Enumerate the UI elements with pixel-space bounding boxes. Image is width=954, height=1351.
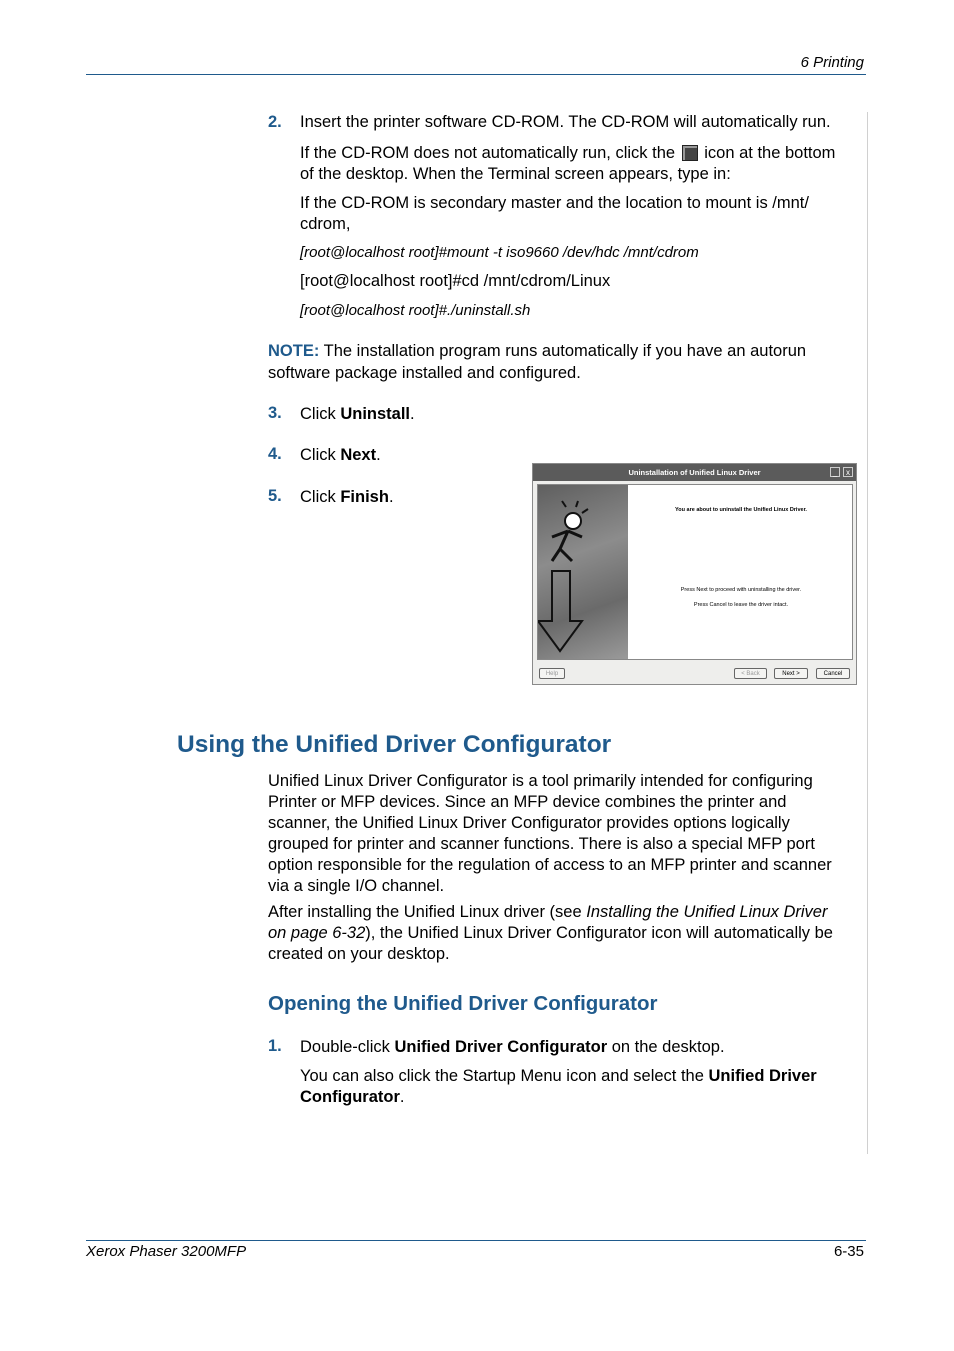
wizard-graphic-icon bbox=[538, 485, 628, 659]
minimize-icon: _ bbox=[830, 467, 840, 477]
side-rule bbox=[867, 112, 868, 1154]
step-paragraph-cont: of the desktop. When the Terminal screen appears, type in: bbox=[300, 165, 731, 183]
cancel-button[interactable]: Cancel bbox=[816, 668, 850, 679]
step-text: Double-click Unified Driver Configurator on the desktop. bbox=[300, 1038, 725, 1056]
step-text: Click Next. bbox=[300, 446, 381, 464]
header-rule bbox=[86, 74, 866, 75]
help-button[interactable]: Help bbox=[539, 668, 565, 679]
running-header: 6 Printing bbox=[800, 54, 864, 71]
step-paragraph-cont: cdrom, bbox=[300, 215, 351, 233]
note: NOTE: The installation program runs automatically if you have an autorun bbox=[268, 342, 807, 360]
dialog-message: Press Cancel to leave the driver intact. bbox=[693, 602, 789, 608]
step-text: Click Finish. bbox=[300, 488, 394, 506]
section-title: Using the Unified Driver Configurator bbox=[177, 731, 612, 758]
footer-product: Xerox Phaser 3200MFP bbox=[86, 1243, 247, 1260]
dialog-message: Press Next to proceed with uninstalling the driver. bbox=[680, 587, 802, 593]
step-paragraph: If the CD-ROM is secondary master and the location to mount is /mnt/ bbox=[300, 194, 809, 212]
step-number: 5. bbox=[268, 487, 282, 505]
dialog-message: You are about to uninstall the Unified Linux Driver. bbox=[675, 507, 807, 513]
wizard-art bbox=[538, 485, 628, 659]
step-paragraph: If the CD-ROM does not automatically run, click the icon at the bottom bbox=[300, 144, 836, 162]
step-number: 1. bbox=[268, 1037, 282, 1055]
dialog-panel bbox=[537, 484, 853, 660]
note-label: NOTE: bbox=[268, 342, 320, 360]
back-button[interactable]: < Back bbox=[734, 668, 767, 679]
step-text: Insert the printer software CD-ROM. The CD-ROM will automatically run. bbox=[300, 113, 831, 131]
cross-reference-link[interactable]: Installing the Unified Linux Driver bbox=[586, 903, 828, 921]
next-button[interactable]: Next > bbox=[774, 668, 808, 679]
step-number: 2. bbox=[268, 113, 282, 131]
page-number: 6-35 bbox=[833, 1243, 864, 1260]
subsection-title: Opening the Unified Driver Configurator bbox=[268, 992, 658, 1015]
step-paragraph: You can also click the Startup Menu icon and select the Unified Driver Configurator. bbox=[300, 1067, 817, 1106]
section-paragraph: After installing the Unified Linux driver (see Installing the Unified Linux Driver on page 6-32), the Unified Linux Driver Configurator icon will automatically be created on your desktop. bbox=[268, 903, 833, 963]
command-line: [root@localhost root]#./uninstall.sh bbox=[300, 302, 531, 319]
footer-rule bbox=[86, 1240, 866, 1241]
page-reference-link[interactable]: on page 6-32 bbox=[268, 924, 366, 942]
terminal-icon bbox=[682, 145, 698, 161]
close-icon: x bbox=[843, 467, 853, 477]
step-number: 3. bbox=[268, 404, 282, 422]
note-line: software package installed and configured. bbox=[268, 364, 581, 382]
step-text: Click Uninstall. bbox=[300, 405, 415, 423]
dialog-title: Uninstallation of Unified Linux Driver bbox=[533, 464, 856, 481]
uninstall-dialog-screenshot bbox=[532, 463, 857, 685]
command-line: [root@localhost root]#cd /mnt/cdrom/Linux bbox=[300, 272, 611, 290]
section-paragraph: Unified Linux Driver Configurator is a tool primarily intended for configuring Printer or MFP devices. Since an MFP device combines the printer and scanner, the Unified Linux Driver Configurator provides options logically grouped for printer and scanner functions. There is also a special MFP port option responsible for the regulation of access to an MFP printer and scanner via a single I/O channel. bbox=[268, 772, 832, 895]
command-line: [root@localhost root]#mount -t iso9660 /dev/hdc /mnt/cdrom bbox=[300, 244, 699, 261]
step-number: 4. bbox=[268, 445, 282, 463]
